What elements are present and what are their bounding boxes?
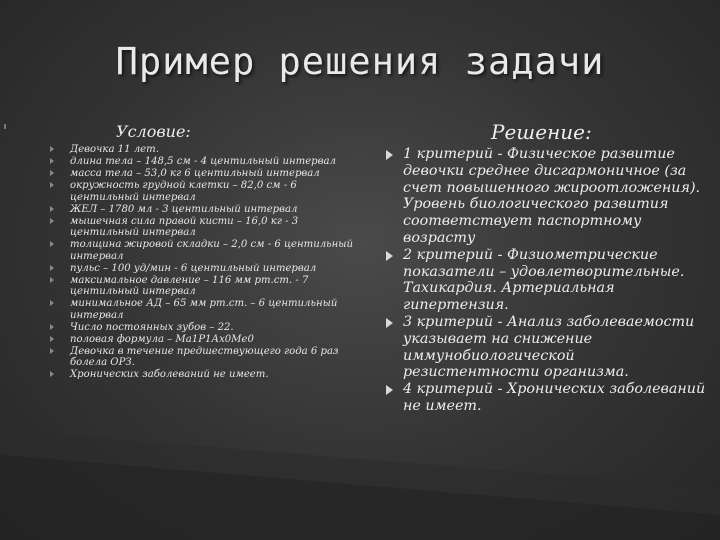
condition-item-text: половая формула – Ма1Р1Ах0Ме0: [70, 333, 254, 345]
condition-item: [50, 156, 355, 168]
arrow-bullet-icon: [50, 182, 54, 188]
condition-item: [50, 298, 355, 321]
arrow-bullet-icon: [50, 277, 54, 283]
condition-item-text: пульс – 100 уд/мин - 6 центильный интервал: [70, 262, 317, 274]
condition-item-text: Девочка в течение предшествующего года 6 раз болела ОРЗ.: [70, 345, 339, 369]
condition-item: [50, 334, 355, 346]
condition-column: [50, 118, 355, 381]
solution-item-text: 3 критерий - Анализ заболеваемости указывает на снижение иммунобиологической резистентности организма.: [403, 313, 695, 381]
condition-item: [50, 216, 355, 239]
solution-column: [386, 118, 706, 415]
condition-item-text: ЖЕЛ – 1780 мл - 3 центильный интервал: [70, 203, 298, 215]
condition-item: [50, 369, 355, 381]
condition-item-text: масса тела – 53,0 кг 6 центильный интервал: [70, 167, 320, 179]
condition-item: [50, 322, 355, 334]
condition-item-text: окружность грудной клетки – 82,0 см - 6 центильный интервал: [70, 179, 297, 203]
condition-item: [50, 275, 355, 298]
arrow-bullet-icon: [50, 265, 54, 271]
solution-item: [386, 381, 706, 415]
arrow-bullet-icon: [50, 218, 54, 224]
condition-list: [50, 144, 355, 381]
arrow-bullet-icon: [50, 324, 54, 330]
condition-item: [50, 346, 355, 369]
solution-item-text: 2 критерий - Физиометрические показатели – удовлетворительные. Тахикардия. Артериальная гипертензия.: [403, 246, 685, 314]
arrow-bullet-icon: [50, 348, 54, 354]
condition-item: [50, 263, 355, 275]
condition-item-text: Число постоянных зубов – 22.: [70, 321, 234, 333]
condition-item-text: мышечная сила правой кисти – 16,0 кг - 3 центильный интервал: [70, 215, 299, 239]
condition-heading-row: [50, 118, 355, 144]
condition-item: [50, 239, 355, 262]
condition-heading: Условие:: [116, 121, 191, 141]
solution-heading: Решение:: [491, 120, 592, 144]
solution-list: [386, 146, 706, 415]
condition-item: [50, 168, 355, 180]
slide-title: Пример решения задачи: [115, 40, 605, 83]
condition-item-text: Девочка 11 лет.: [70, 144, 159, 155]
condition-item: [50, 144, 355, 156]
arrow-bullet-icon: [50, 206, 54, 212]
solution-item: [386, 146, 706, 247]
condition-item: [50, 180, 355, 203]
arrow-bullet-icon: [386, 385, 393, 395]
condition-item-text: Хронических заболеваний не имеет.: [70, 369, 269, 381]
arrow-bullet-icon: [50, 371, 54, 377]
arrow-bullet-icon: [50, 158, 54, 164]
solution-item-text: 1 критерий - Физическое развитие девочки среднее дисгармоничное (за счет повышенного жироотложения). Уровень биологического развития соответствует паспортному возрасту: [403, 146, 701, 246]
bullet-marker-icon: [4, 124, 11, 129]
solution-item: [386, 314, 706, 381]
solution-item-text: 4 критерий - Хронических заболеваний не имеет.: [403, 381, 706, 414]
solution-item: [386, 247, 706, 314]
arrow-bullet-icon: [50, 300, 54, 306]
arrow-bullet-icon: [50, 170, 54, 176]
arrow-bullet-icon: [50, 241, 54, 247]
arrow-bullet-icon: [386, 318, 393, 328]
arrow-bullet-icon: [50, 336, 54, 342]
condition-item: [50, 204, 355, 216]
condition-item-text: толщина жировой складки – 2,0 см - 6 центильный интервал: [70, 239, 354, 262]
arrow-bullet-icon: [386, 150, 393, 160]
condition-item-text: длина тела – 148,5 см - 4 центильный интервал: [70, 155, 336, 167]
arrow-bullet-icon: [50, 146, 54, 152]
condition-item-text: максимальное давление – 116 мм рт.ст. - 7 центильный интервал: [70, 274, 309, 298]
condition-item-text: минимальное АД – 65 мм рт.ст. – 6 центильный интервал: [70, 298, 338, 321]
arrow-bullet-icon: [386, 251, 393, 261]
